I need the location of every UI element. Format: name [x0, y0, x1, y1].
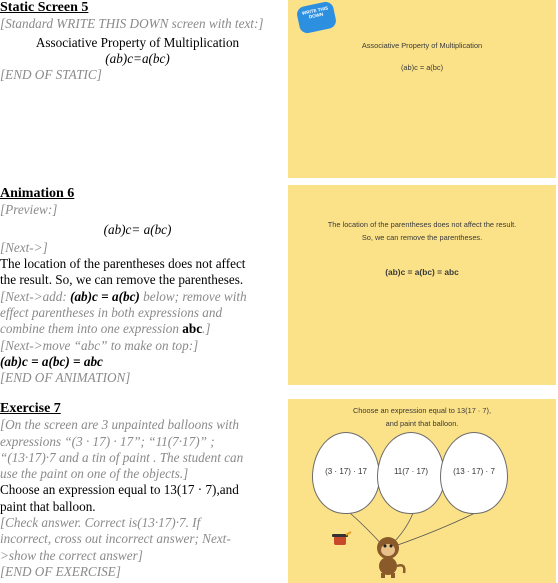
explanation-line-1: The location of the parentheses does not affect	[0, 256, 246, 272]
panel-title: Associative Property of Multiplication	[361, 41, 483, 50]
task-line-2: paint that balloon.	[0, 498, 96, 514]
explanation-line-2: the result. So, we can remove the parentheses.	[0, 272, 244, 288]
check-note-2: incorrect, cross out incorrect answer; Next-	[0, 531, 231, 547]
exercise-screen-preview	[288, 399, 556, 583]
panel-prompt-line-1: Choose an expression equal to 13(17 · 7),	[352, 406, 492, 415]
end-note: [END OF STATIC]	[0, 67, 102, 83]
monkey-character-icon	[370, 533, 410, 579]
paint-tin-icon[interactable]	[330, 531, 352, 549]
write-this-down-badge: WRITE THIS DOWN	[296, 0, 338, 34]
section-title: Exercise 7	[0, 401, 61, 416]
balloon-2-label: 11(7 · 17)	[393, 467, 429, 476]
check-note-3: >show the correct answer]	[0, 547, 143, 563]
balloon-3-label: (13 · 17) · 7	[453, 467, 495, 476]
panel-prompt-line-2: and paint that balloon.	[385, 419, 459, 428]
property-formula: (ab)c=a(bc)	[105, 50, 170, 66]
balloon-1-label: (3 · 17) · 17	[325, 467, 367, 476]
check-note-1: [Check answer. Correct is(13·17)·7. If	[0, 515, 201, 531]
setup-note-1: [On the screen are 3 unpainted balloons with	[0, 417, 239, 433]
exercise-section	[0, 401, 275, 580]
add-note-line-2: effect parentheses in both expressions and	[0, 305, 223, 321]
preview-note: [Preview:]	[0, 202, 58, 218]
task-line-1: Choose an expression equal to 13(17 · 7),and	[0, 482, 239, 498]
setup-note-3: “(13·17)·7 and a tin of paint . The student can	[0, 449, 244, 465]
panel-text-line-1: The location of the parentheses does not affect the result.	[327, 220, 517, 229]
setup-note-2: expressions “(3 · 17) · 17”; “11(7·17)” ;	[0, 433, 215, 449]
move-note: [Next->move “abc” to make on top:]	[0, 337, 199, 353]
next-note: [Next->]	[0, 239, 48, 255]
instruction-note: [Standard WRITE THIS DOWN screen with text:]	[0, 16, 264, 32]
animation-formula: (ab)c= a(bc)	[103, 221, 172, 237]
panel-result: (ab)c = a(bc) = abc	[385, 267, 459, 277]
add-note: [Next->add: (ab)c = a(bc) below; remove with	[0, 288, 247, 304]
end-note: [END OF EXERCISE]	[0, 563, 121, 579]
result-formula: (ab)c = a(bc) = abc	[0, 353, 103, 369]
section-title: Animation 6	[0, 186, 75, 201]
static-screen-preview	[288, 0, 556, 178]
panel-text-line-2: So, we can remove the parentheses.	[361, 233, 483, 242]
static-screen-section	[0, 0, 275, 83]
setup-note-4: use the paint on one of the objects.]	[0, 466, 189, 482]
add-note-line-3: combine them into one expression abc.]	[0, 321, 211, 337]
property-name: Associative Property of Multiplication	[35, 34, 240, 50]
animation-screen-preview	[288, 185, 556, 385]
animation-section	[0, 186, 275, 387]
panel-formula: (ab)c = a(bc)	[400, 63, 444, 72]
section-title: Static Screen 5	[0, 0, 89, 15]
end-note: [END OF ANIMATION]	[0, 370, 131, 386]
